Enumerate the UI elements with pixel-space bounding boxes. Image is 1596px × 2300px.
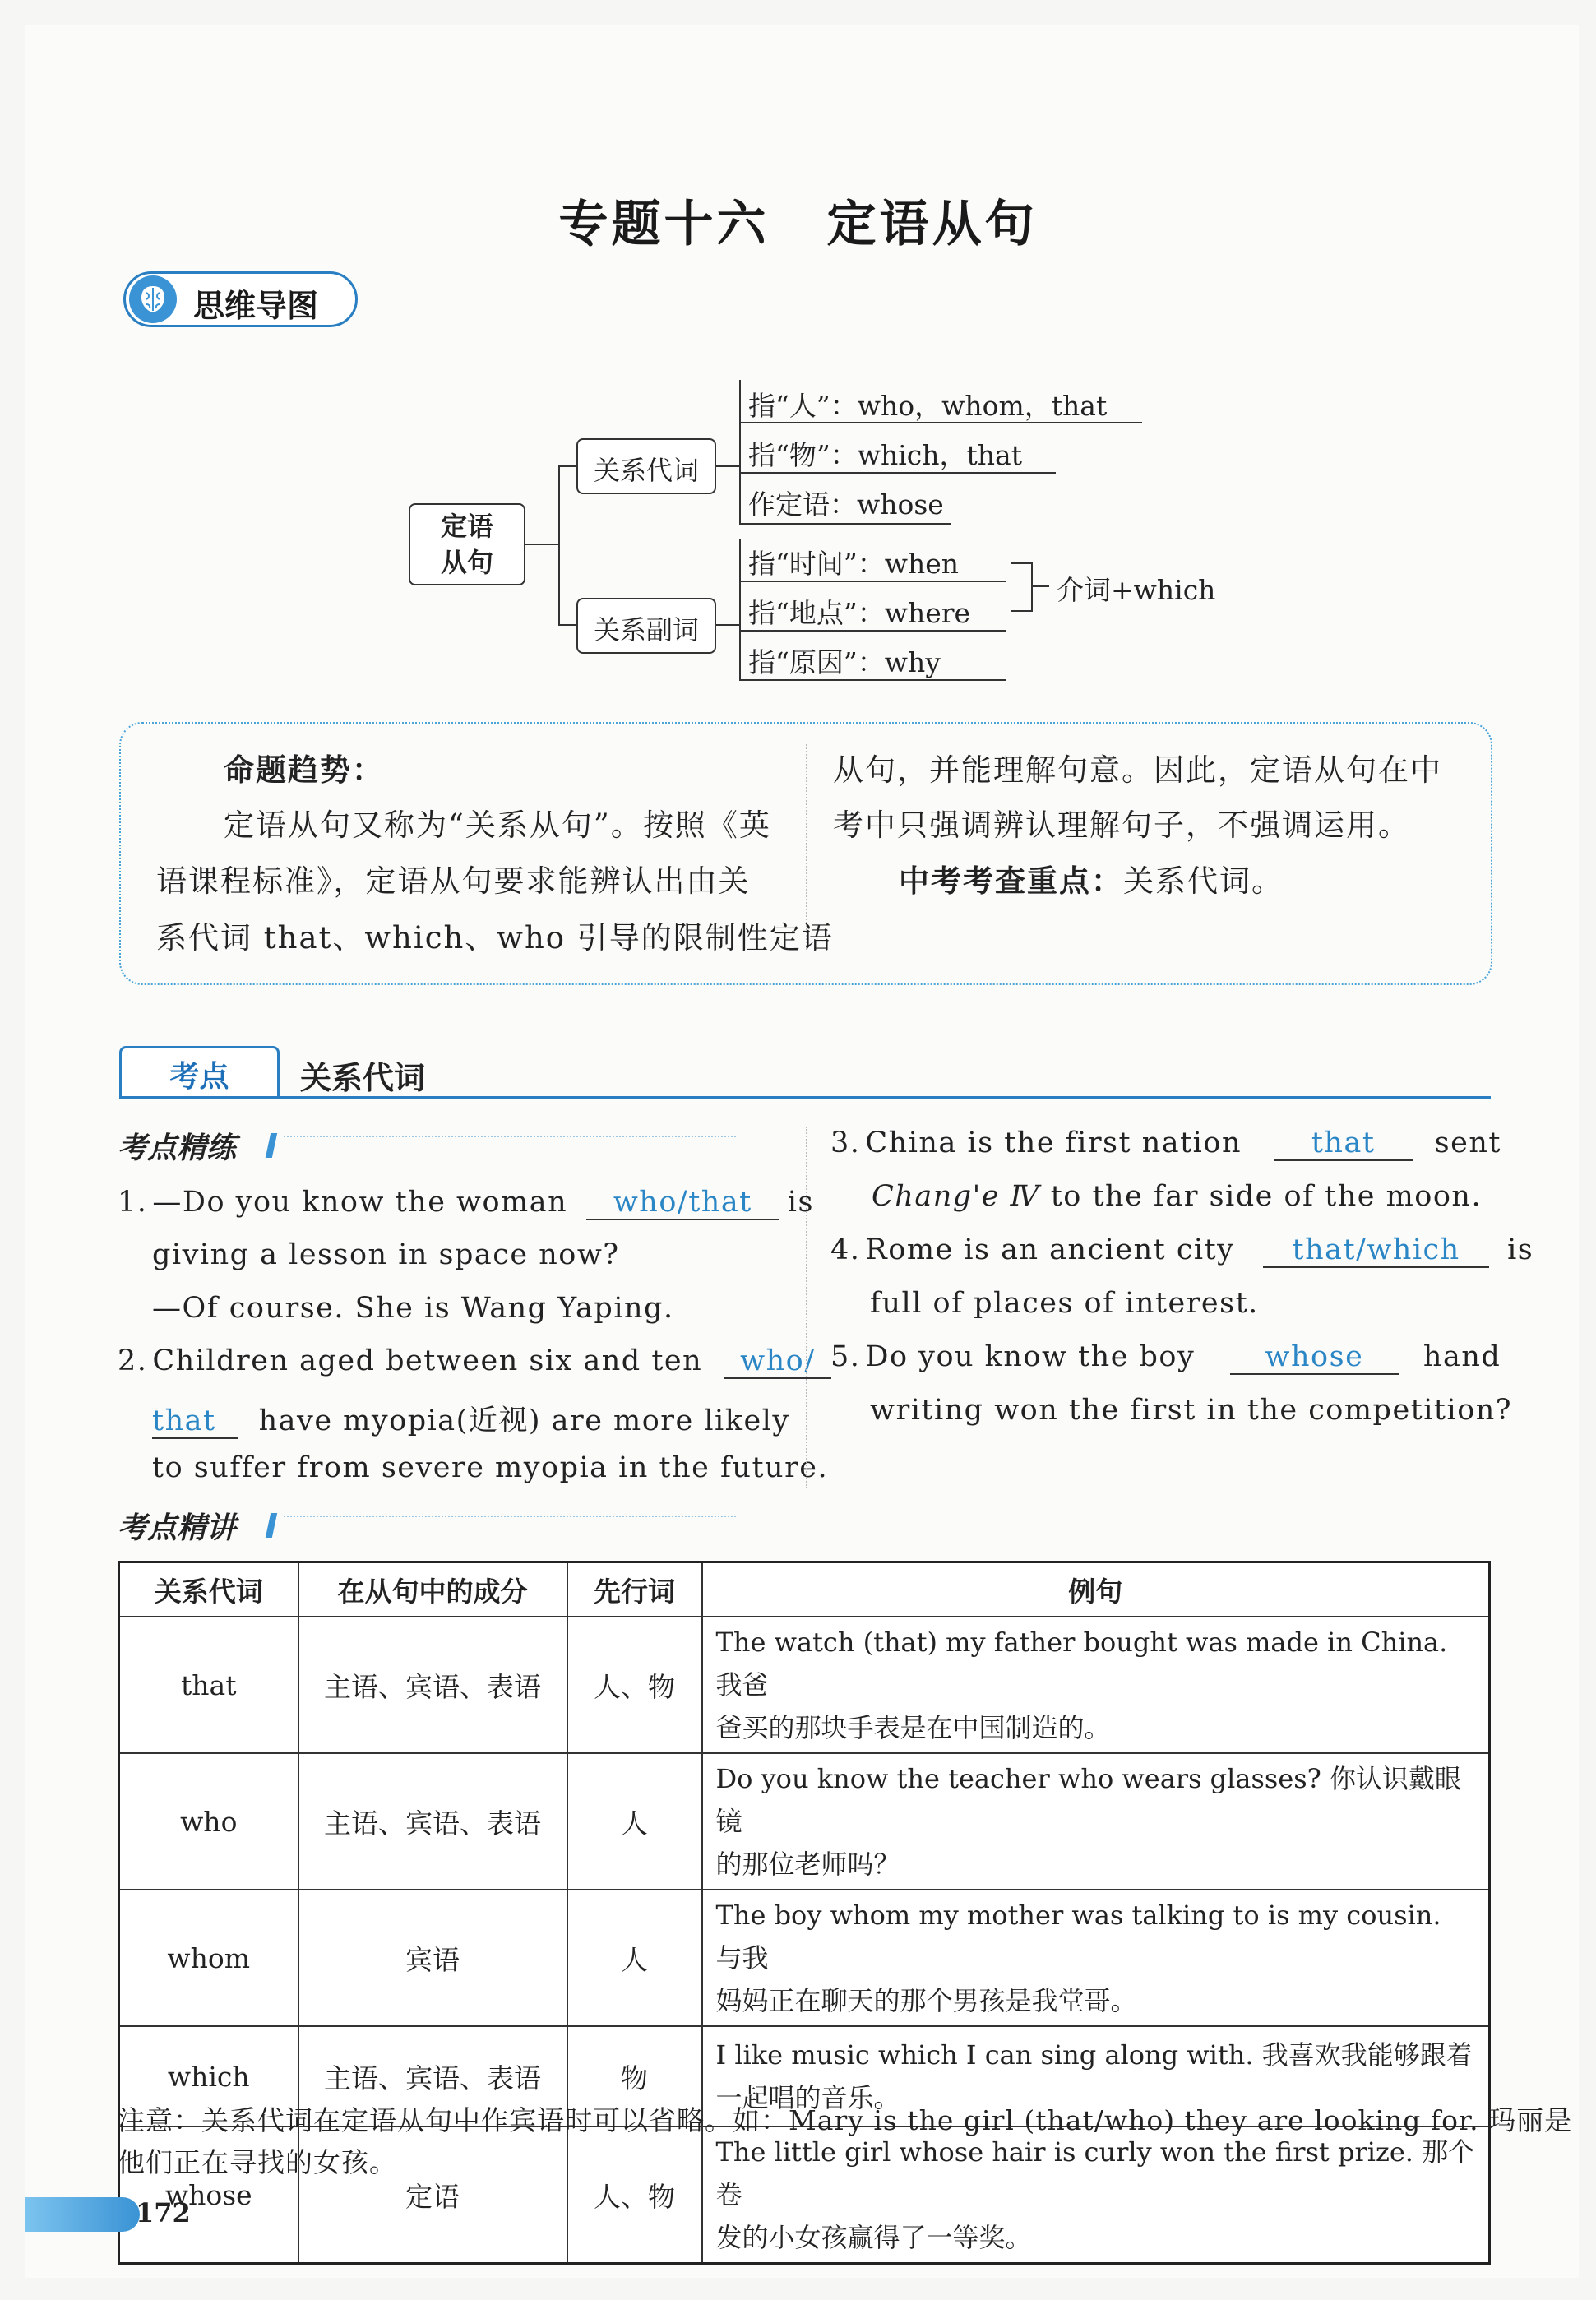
trend-heading: 命题趋势：: [224, 752, 384, 788]
connector: [716, 624, 739, 626]
exercise-3: [830, 1127, 1501, 1161]
note-line: 注意：关系代词在定语从句中作宾语时可以省略。如：Mary is the girl (that/who) they are looking for. 玛丽是: [118, 2104, 1573, 2136]
antecedent-cell: 人、物: [567, 1617, 702, 1753]
underline: [739, 581, 1006, 582]
dotted-rule: [284, 1516, 736, 1517]
trend-focus: [899, 856, 1284, 900]
exercise-1: [118, 1186, 814, 1220]
note-line: 他们正在寻找的女孩。: [118, 2146, 397, 2178]
section-tab: [119, 1046, 280, 1097]
exercise-4: [830, 1233, 1534, 1268]
trend-left-line: 定语从句又称为“关系从句”。按照《英: [224, 808, 771, 843]
mindmap-root: [409, 503, 525, 585]
dotted-rule: [284, 1136, 736, 1137]
exercise-text: sent: [1434, 1127, 1501, 1159]
exercise-2-cont: [152, 1398, 790, 1439]
mindmap-adverb-item: 指“原因”：why: [748, 646, 941, 678]
exercise-text: to suffer from severe myopia in the future.: [152, 1451, 829, 1484]
exercise-text: full of places of interest.: [870, 1287, 1259, 1320]
underline: [739, 422, 1142, 423]
antecedent-cell: 人: [567, 1890, 702, 2026]
answer-blank: who/: [724, 1344, 831, 1379]
answer-blank: that/which: [1263, 1233, 1489, 1268]
mindmap-adverb-item: 指“时间”：when: [748, 548, 960, 580]
example-line: 一起唱的音乐。: [715, 2082, 900, 2113]
exercise-italic: Chang'e Ⅳ: [872, 1180, 1041, 1213]
trend-divider: [806, 744, 807, 950]
exercise-text: writing won the first in the competition?: [870, 1394, 1513, 1427]
connector: [716, 465, 739, 467]
exercise-text: —Of course. She is Wang Yaping.: [152, 1292, 674, 1325]
example-cell: [702, 1753, 1490, 1890]
exercise-2: [118, 1344, 831, 1379]
trend-left-line: 语课程标准》，定语从句要求能辨认出由关: [156, 863, 751, 899]
underline: [739, 679, 1006, 681]
exercise-text: China is the first nation: [865, 1127, 1242, 1159]
underline: [739, 630, 1006, 632]
title-part1: 专题十六: [558, 196, 770, 253]
footer-bar: [25, 2197, 140, 2232]
example-line: Do you know the teacher who wears glasses? 你认识戴眼镜: [715, 1763, 1462, 1837]
exercise-number: 5.: [830, 1340, 861, 1373]
connector: [739, 539, 741, 680]
answer-blank: whose: [1230, 1340, 1399, 1375]
exercise-text: have myopia(近视) are more likely: [258, 1405, 790, 1437]
table-row: [119, 1890, 1490, 2026]
example-cell: [702, 1890, 1490, 2026]
practice-heading: 考点精练: [118, 1131, 237, 1165]
answer-blank: who/that: [586, 1186, 779, 1220]
mindmap-pronoun-node: 关系代词: [576, 438, 716, 494]
underline: [739, 523, 951, 525]
title-part2: 定语从句: [826, 196, 1038, 253]
table-row: [119, 1753, 1490, 1890]
table-header: 例句: [702, 1562, 1490, 1617]
trend-focus-value: 关系代词。: [1123, 863, 1284, 899]
exercise-text: to the far side of the moon.: [1050, 1180, 1483, 1213]
antecedent-cell: 人、物: [567, 2126, 702, 2264]
exercise-number: 1.: [118, 1186, 148, 1219]
connector: [558, 465, 560, 626]
table-row: [119, 1617, 1490, 1753]
pronoun-cell: who: [119, 1753, 298, 1890]
antecedent-cell: 物: [567, 2026, 702, 2126]
exercise-text: Do you know the boy: [865, 1340, 1196, 1373]
role-cell: 宾语: [298, 1890, 567, 2026]
exercise-text: giving a lesson in space now?: [152, 1238, 620, 1271]
mindmap-adverb-node: 关系副词: [576, 598, 716, 654]
example-cell: [702, 1617, 1490, 1753]
pronoun-cell: whose: [119, 2126, 298, 2264]
exercise-3-cont: [872, 1180, 1482, 1213]
explain-heading: 考点精讲: [118, 1511, 237, 1545]
role-cell: 定语: [298, 2126, 567, 2264]
pronoun-cell: which: [119, 2026, 298, 2126]
mindmap-pronoun-item: 指“人”：who，whom，that: [748, 390, 1108, 422]
exercise-number: 4.: [830, 1233, 861, 1266]
example-line: I like music which I can sing along with. 我喜欢我能够跟着: [715, 2039, 1473, 2071]
mindmap-root-line1: 定语: [440, 511, 493, 542]
trend-left-line: 系代词 that、which、who 引导的限制性定语: [156, 920, 834, 956]
answer-blank: that: [1274, 1127, 1413, 1161]
exercise-number: 3.: [830, 1127, 861, 1159]
exercise-text: is: [787, 1186, 814, 1219]
example-cell: [702, 2126, 1490, 2264]
exercise-text: —Do you know the woman: [152, 1186, 568, 1219]
example-line: 爸买的那块手表是在中国制造的。: [715, 1712, 1111, 1743]
trend-focus-label: 中考考查重点：: [899, 863, 1123, 899]
connector: [558, 465, 576, 467]
pronoun-cell: that: [119, 1617, 298, 1753]
bracket: [1011, 610, 1031, 612]
exercise-text: Children aged between six and ten: [152, 1344, 703, 1377]
brain-icon: [129, 275, 177, 323]
table-header: 在从句中的成分: [298, 1562, 567, 1617]
antecedent-cell: 人: [567, 1753, 702, 1890]
pronoun-cell: whom: [119, 1890, 298, 2026]
example-line: The watch (that) my father bought was made in China. 我爸: [715, 1627, 1448, 1701]
exercise-text: Rome is an ancient city: [865, 1233, 1235, 1266]
mindmap-pronoun-item: 指“物”：which，that: [748, 439, 1022, 471]
bracket: [1031, 585, 1049, 587]
table-header-row: [119, 1562, 1490, 1617]
page-title: [0, 185, 1596, 256]
column-divider: [806, 1127, 807, 1488]
underline: [739, 472, 1056, 474]
exercise-text: hand: [1423, 1340, 1501, 1373]
answer-blank: that: [152, 1405, 238, 1439]
example-line: 妈妈正在聊天的那个男孩是我堂哥。: [715, 1985, 1137, 2016]
page-number: 172: [136, 2197, 191, 2228]
trend-right-line: 从句，并能理解句意。因此，定语从句在中: [833, 752, 1442, 788]
mindmap-adverb-item: 指“地点”：where: [748, 597, 971, 629]
connector: [525, 544, 558, 545]
connector: [558, 624, 576, 626]
mindmap-pronoun-item: 作定语：whose: [748, 488, 944, 521]
bracket: [1031, 562, 1033, 612]
bracket: [1011, 562, 1031, 564]
mindmap-badge-label: 思维导图: [193, 288, 319, 324]
role-cell: 主语、宾语、表语: [298, 1753, 567, 1890]
exercise-5: [830, 1340, 1501, 1375]
example-line: The little girl whose hair is curly won the first prize. 那个卷: [715, 2136, 1475, 2210]
exercise-text: is: [1507, 1233, 1534, 1266]
section-tab-label: 考点: [169, 1060, 229, 1094]
mindmap-badge: [123, 271, 358, 327]
role-cell: 主语、宾语、表语: [298, 1617, 567, 1753]
example-line: 的那位老师吗？: [715, 1849, 900, 1880]
role-cell: 主语、宾语、表语: [298, 2026, 567, 2126]
example-line: 发的小女孩赢得了一等奖。: [715, 2222, 1032, 2253]
mindmap-bracket-label: 介词+which: [1057, 574, 1216, 606]
example-line: The boy whom my mother was talking to is my cousin. 与我: [715, 1900, 1441, 1974]
exercise-number: 2.: [118, 1344, 148, 1377]
table-header: 先行词: [567, 1562, 702, 1617]
table-header: 关系代词: [119, 1562, 298, 1617]
connector: [739, 380, 741, 525]
trend-right-line: 考中只强调辨认理解句子，不强调运用。: [833, 808, 1410, 843]
section-title: 关系代词: [300, 1060, 426, 1096]
mindmap-root-line2: 从句: [440, 547, 493, 578]
